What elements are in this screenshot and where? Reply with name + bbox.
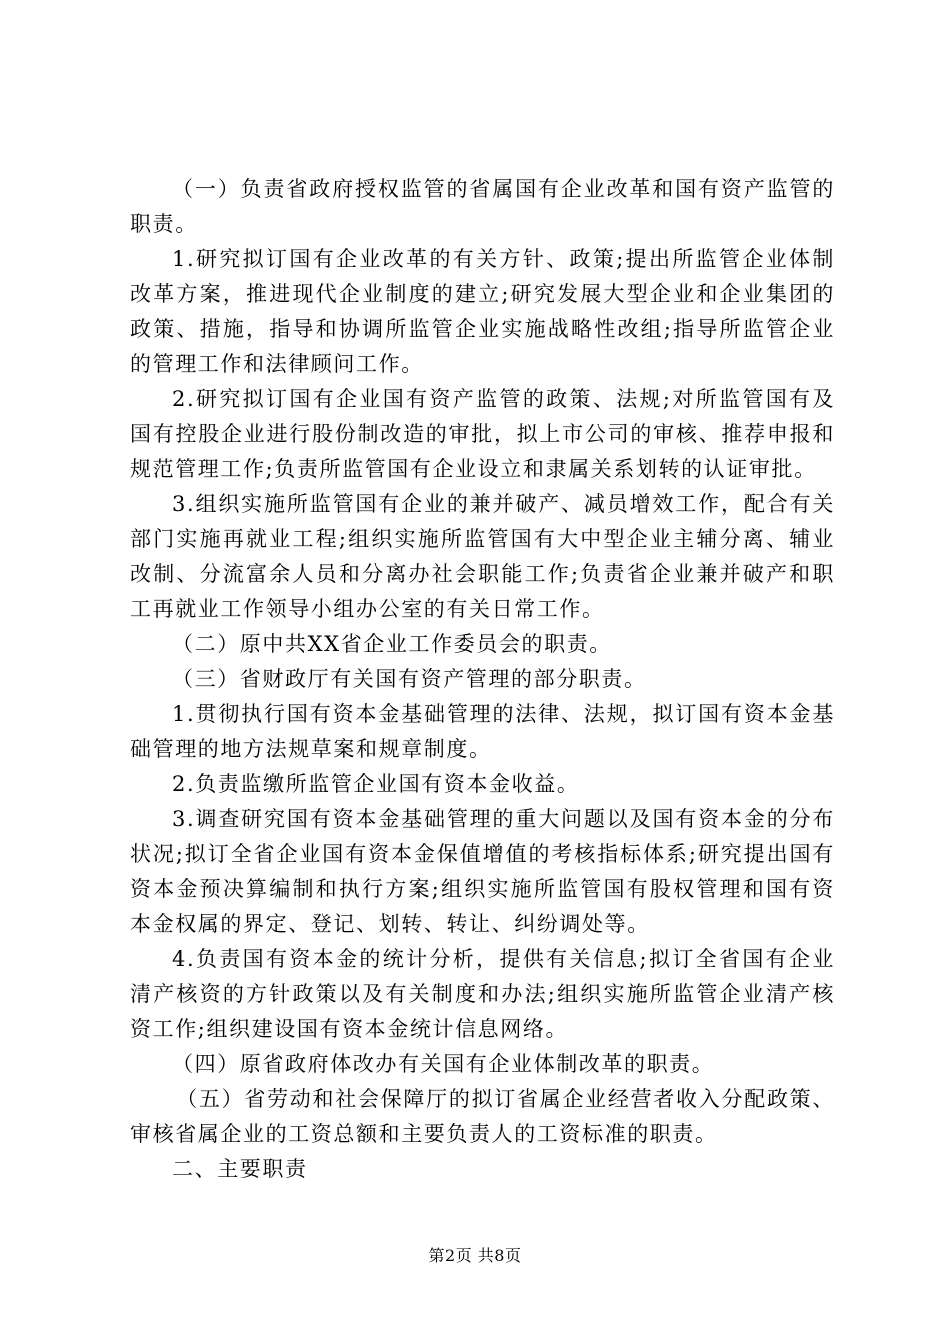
page-footer [0, 1246, 950, 1266]
paragraph-9: 3.调查研究国有资本金基础管理的重大问题以及国有资本金的分布状况;拟订全省企业国有资本金保值增值的考核指标体系;研究提出国有资本金预决算编制和执行方案;组织实施所监管国有股权管理和国有资本金权属的界定、登记、划转、转让、纠纷调处等。 [130, 807, 835, 936]
paragraph-7: 1.贯彻执行国有资本金基础管理的法律、法规，拟订国有资本金基础管理的地方法规草案和规章制度。 [130, 702, 835, 761]
paragraph-3: 2.研究拟订国有企业国有资产监管的政策、法规;对所监管国有及国有控股企业进行股份制改造的审批，拟上市公司的审核、推荐申报和规范管理工作;负责所监管国有企业设立和隶属关系划转的认证审批。 [130, 387, 835, 481]
paragraph-8: 2.负责监缴所监管企业国有资本金收益。 [172, 772, 580, 796]
paragraph-5: （二）原中共XX省企业工作委员会的职责。 [172, 632, 612, 656]
paragraph-12: （五）省劳动和社会保障厅的拟订省属企业经营者收入分配政策、审核省属企业的工资总额和主要负责人的工资标准的职责。 [130, 1087, 835, 1146]
document-body [130, 172, 835, 1187]
paragraph-4: 3.组织实施所监管国有企业的兼并破产、减员增效工作，配合有关部门实施再就业工程;组织实施所监管国有大中型企业主辅分离、辅业改制、分流富余人员和分离办社会职能工作;负责省企业兼并破产和职工再就业工作领导小组办公室的有关日常工作。 [130, 492, 835, 621]
paragraph-11: （四）原省政府体改办有关国有企业体制改革的职责。 [172, 1052, 715, 1076]
paragraph-6: （三）省财政厅有关国有资产管理的部分职责。 [172, 667, 647, 691]
page-indicator: 第2页 共8页 [428, 1246, 522, 1265]
paragraph-2: 1.研究拟订国有企业改革的有关方针、政策;提出所监管企业体制改革方案，推进现代企业制度的建立;研究发展大型企业和企业集团的政策、措施，指导和协调所监管企业实施战略性改组;指导所监管企业的管理工作和法律顾问工作。 [130, 247, 835, 376]
paragraph-1: （一）负责省政府授权监管的省属国有企业改革和国有资产监管的职责。 [130, 177, 835, 236]
section-heading: 二、主要职责 [172, 1157, 308, 1181]
paragraph-10: 4.负责国有资本金的统计分析，提供有关信息;拟订全省国有企业清产核资的方针政策以及有关制度和办法;组织实施所监管企业清产核资工作;组织建设国有资本金统计信息网络。 [130, 947, 835, 1041]
